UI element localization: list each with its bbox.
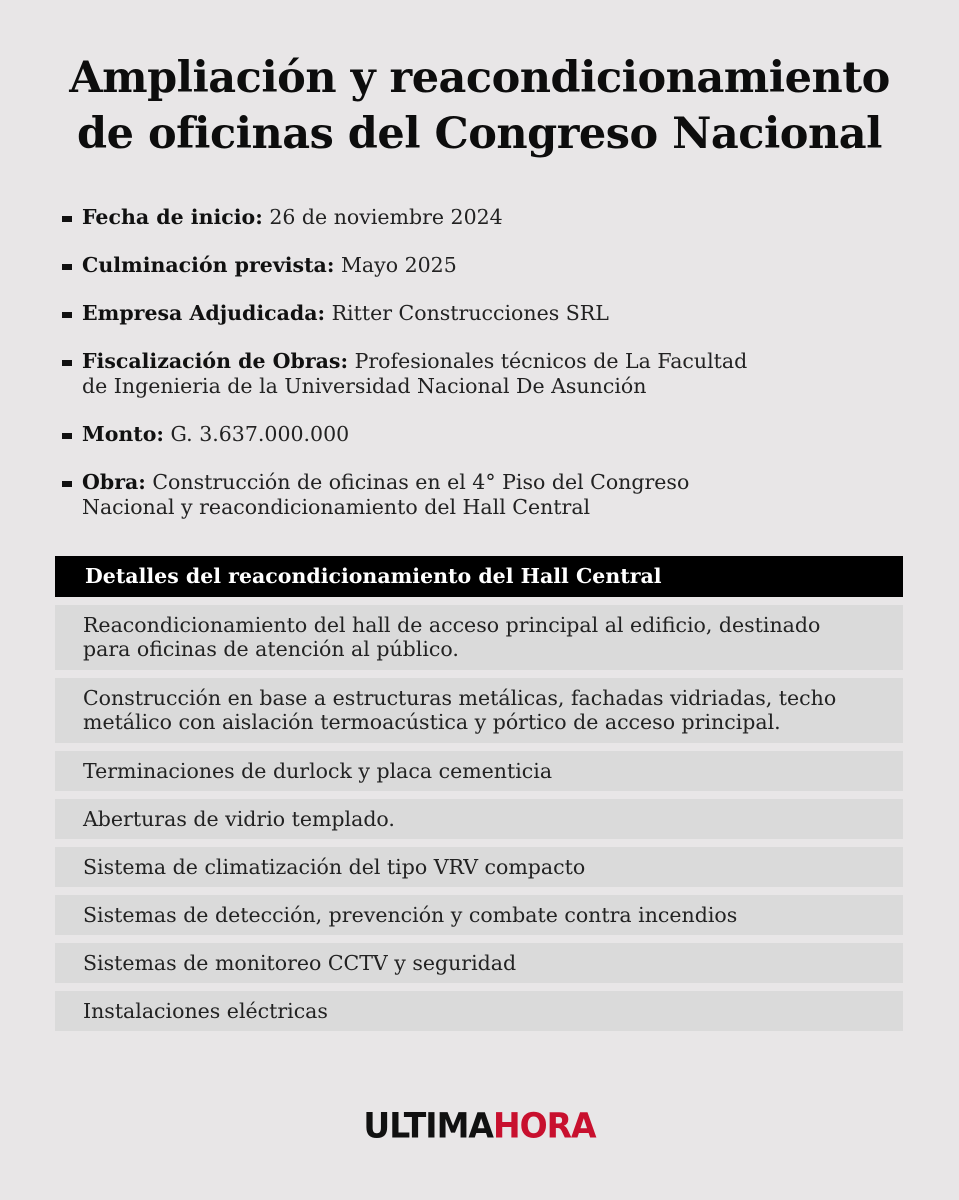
bullet-icon bbox=[62, 481, 72, 487]
fact-value: 26 de noviembre 2024 bbox=[269, 205, 503, 229]
bullet-icon bbox=[62, 360, 72, 366]
row-line: para oficinas de atención al público. bbox=[83, 637, 459, 661]
bullet-icon bbox=[62, 264, 72, 270]
fact-label: Monto: bbox=[82, 422, 164, 446]
fact-item bbox=[62, 470, 922, 520]
fact-value: Ritter Construcciones SRL bbox=[331, 301, 609, 325]
row-line: Instalaciones eléctricas bbox=[83, 999, 328, 1023]
fact-value: Mayo 2025 bbox=[340, 253, 457, 277]
fact-label: Empresa Adjudicada: bbox=[82, 301, 326, 325]
row-line: Sistemas de monitoreo CCTV y seguridad bbox=[83, 951, 517, 975]
row-line: Terminaciones de durlock y placa cementicia bbox=[83, 759, 553, 783]
fact-item bbox=[62, 422, 922, 447]
fact-item bbox=[62, 205, 922, 230]
bullet-icon bbox=[62, 312, 72, 318]
fact-label: Fiscalización de Obras: bbox=[82, 349, 349, 373]
details-row bbox=[55, 847, 903, 887]
fact-label: Obra: bbox=[82, 470, 146, 494]
row-line: Sistemas de detección, prevención y combate contra incendios bbox=[83, 903, 738, 927]
fact-label: Culminación prevista: bbox=[82, 253, 335, 277]
row-line: Reacondicionamiento del hall de acceso principal al edificio, destinado bbox=[83, 613, 821, 637]
logo-part-hora: HORA bbox=[492, 1105, 596, 1146]
details-row bbox=[55, 943, 903, 983]
details-row bbox=[55, 678, 903, 743]
fact-label: Fecha de inicio: bbox=[82, 205, 263, 229]
fact-item bbox=[62, 349, 922, 399]
details-row bbox=[55, 991, 903, 1031]
fact-item bbox=[62, 253, 922, 278]
logo-part-ultima: ULTIMA bbox=[363, 1105, 493, 1146]
details-row bbox=[55, 605, 903, 670]
row-line: Construcción en base a estructuras metálicas, fachadas vidriadas, techo bbox=[83, 686, 837, 710]
fact-value: Construcción de oficinas en el 4° Piso del Congreso bbox=[152, 470, 690, 494]
details-row bbox=[55, 895, 903, 935]
row-line: Aberturas de vidrio templado. bbox=[83, 807, 395, 831]
fact-value-continued: de Ingenieria de la Universidad Nacional De Asunción bbox=[82, 374, 647, 398]
details-header: Detalles del reacondicionamiento del Hall Central bbox=[55, 556, 903, 597]
fact-value: G. 3.637.000.000 bbox=[170, 422, 350, 446]
ultimahora-logo bbox=[0, 1105, 959, 1146]
fact-value-continued: Nacional y reacondicionamiento del Hall Central bbox=[82, 495, 591, 519]
bullet-icon bbox=[62, 216, 72, 222]
details-table bbox=[55, 556, 903, 1031]
details-row bbox=[55, 799, 903, 839]
title-line-1: Ampliación y reacondicionamiento bbox=[69, 53, 890, 103]
facts-list bbox=[62, 205, 922, 543]
fact-item bbox=[62, 301, 922, 326]
details-row bbox=[55, 751, 903, 791]
fact-value: Profesionales técnicos de La Facultad bbox=[354, 349, 748, 373]
title-line-2: de oficinas del Congreso Nacional bbox=[77, 109, 882, 159]
bullet-icon bbox=[62, 433, 72, 439]
page-title bbox=[0, 50, 959, 162]
row-line: metálico con aislación termoacústica y pórtico de acceso principal. bbox=[83, 710, 781, 734]
row-line: Sistema de climatización del tipo VRV compacto bbox=[83, 855, 586, 879]
